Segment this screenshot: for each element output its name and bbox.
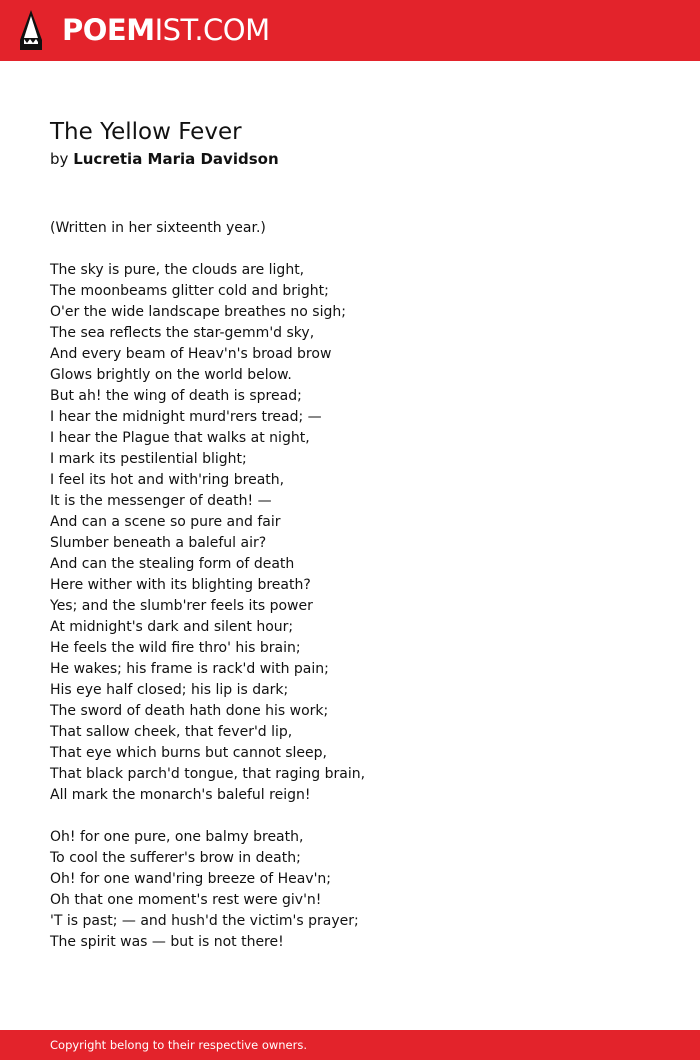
poem-line: The spirit was — but is not there! [50, 934, 284, 950]
site-logo[interactable] [62, 12, 270, 48]
poem-line: And can the stealing form of death [50, 556, 295, 572]
poem-title: The Yellow Fever [50, 119, 242, 145]
poem-line: But ah! the wing of death is spread; [50, 388, 302, 404]
site-header [0, 0, 700, 61]
poem-line: Oh! for one wand'ring breeze of Heav'n; [50, 871, 332, 887]
poem-line: And every beam of Heav'n's broad brow [50, 346, 332, 362]
poem-line: To cool the sufferer's brow in death; [50, 850, 301, 866]
poem-line: Yes; and the slumb'rer feels its power [50, 598, 313, 614]
byline [50, 149, 279, 169]
poem-line: Oh! for one pure, one balmy breath, [50, 829, 304, 845]
poem-line: The sea reflects the star-gemm'd sky, [50, 325, 315, 341]
poem-line: He wakes; his frame is rack'd with pain; [50, 661, 329, 677]
poem-line: His eye half closed; his lip is dark; [50, 682, 289, 698]
stanza-break [50, 806, 650, 827]
poem-line: Glows brightly on the world below. [50, 367, 292, 383]
poem-line: The moonbeams glitter cold and bright; [50, 283, 329, 299]
poem-line: (Written in her sixteenth year.) [50, 220, 266, 236]
author-name: Lucretia Maria Davidson [73, 150, 279, 168]
poem-line: Here wither with its blighting breath? [50, 577, 311, 593]
poem-line: The sword of death hath done his work; [50, 703, 329, 719]
poem-line: I mark its pestilential blight; [50, 451, 247, 467]
poem-body [50, 218, 650, 953]
by-label: by [50, 150, 69, 168]
poem-line: That eye which burns but cannot sleep, [50, 745, 327, 761]
poem-line: O'er the wide landscape breathes no sigh; [50, 304, 346, 320]
poem-line: All mark the monarch's baleful reign! [50, 787, 311, 803]
poem-line: Oh that one moment's rest were giv'n! [50, 892, 322, 908]
logo-light-text: IST.COM [154, 13, 270, 47]
copyright-text: Copyright belong to their respective owners. [50, 1038, 308, 1052]
poem-line: At midnight's dark and silent hour; [50, 619, 294, 635]
stanza-break [50, 239, 650, 260]
logo-bold-text: POEM [62, 13, 155, 47]
poem-line: The sky is pure, the clouds are light, [50, 262, 305, 278]
poem-line: And can a scene so pure and fair [50, 514, 281, 530]
poem-line: It is the messenger of death! — [50, 493, 272, 509]
poem-line: I hear the midnight murd'rers tread; — [50, 409, 322, 425]
poem-line: That black parch'd tongue, that raging brain, [50, 766, 366, 782]
poem-line: I feel its hot and with'ring breath, [50, 472, 285, 488]
pencil-icon[interactable] [18, 10, 44, 52]
site-footer [0, 1030, 700, 1060]
poem-line: Slumber beneath a baleful air? [50, 535, 267, 551]
poem-line: He feels the wild fire thro' his brain; [50, 640, 301, 656]
poem-line: That sallow cheek, that fever'd lip, [50, 724, 293, 740]
poem-line: I hear the Plague that walks at night, [50, 430, 310, 446]
poem-line: 'T is past; — and hush'd the victim's prayer; [50, 913, 359, 929]
